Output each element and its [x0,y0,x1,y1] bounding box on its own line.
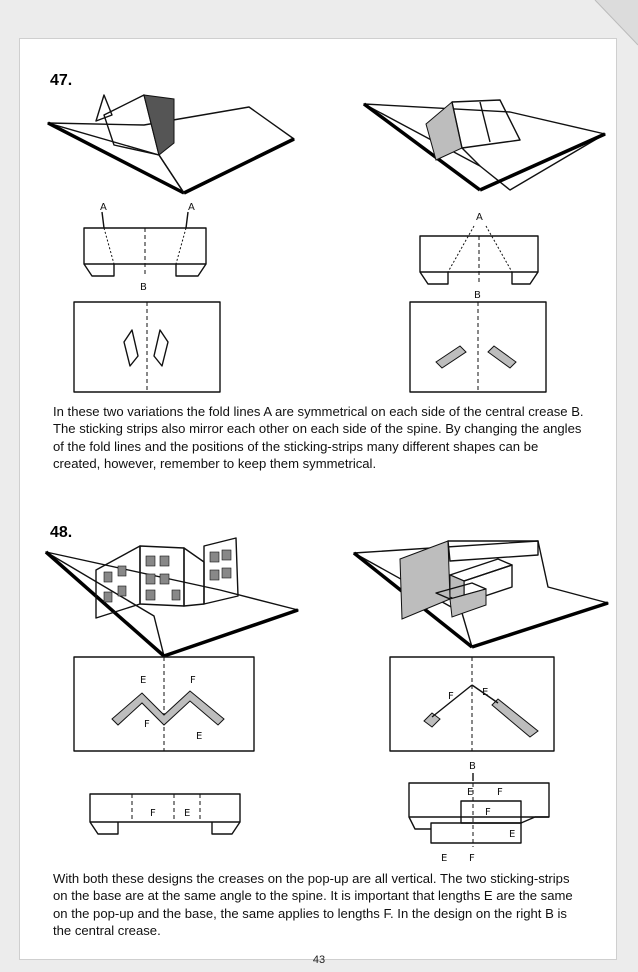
label-f: F [190,675,196,686]
label-b: B [469,761,476,772]
label-f: F [485,807,491,818]
label-f: F [144,719,150,730]
label-f: F [497,787,503,798]
figure-48-left-popup [44,530,304,660]
section-number-48: 48. [50,524,73,541]
label-e: E [196,731,203,742]
label-a-right: A [188,202,195,213]
label-f: F [150,808,156,819]
figure-47-left-net [80,198,215,293]
figure-48-right-popup [352,535,612,655]
label-e: E [140,675,147,686]
label-a-left: A [100,202,107,213]
label-e: E [482,687,489,698]
figure-48-left-net [88,790,248,840]
label-f: F [448,691,454,702]
figure-47-left-base [72,300,222,395]
label-e: E [441,853,448,864]
label-e: E [467,787,474,798]
label-a: A [476,212,483,223]
label-b: B [474,290,481,301]
section-number-47: 47. [50,72,73,89]
figure-47-right-net [418,198,548,301]
page-number: 43 [312,954,326,966]
caption-47: In these two variations the fold lines A are symmetrical on each side of the central crease B. The sticking strips also mirror each other on each side of the spine. By changing the angles of the fold lines and the positions of the sticking-strips many different shapes can be created, however, remember to keep them symmetrical. [53,404,584,472]
label-e: E [509,829,516,840]
label-f: F [469,853,475,864]
figure-48-right-net [405,755,555,865]
figure-47-right-popup [360,90,610,200]
label-e: E [184,808,191,819]
caption-48: With both these designs the creases on the pop-up are all vertical. The two sticking-strips on the base are at the same angle to the spine. It is important that lengths E are the same on the pop-up and the base, the same applies to lengths F. In the design on the right B is the central crease. [53,871,573,939]
figure-48-right-base [388,655,558,755]
figure-47-left-popup [44,85,304,195]
figure-47-right-base [408,300,548,395]
figure-48-left-base [72,655,257,755]
label-b: B [140,282,147,293]
